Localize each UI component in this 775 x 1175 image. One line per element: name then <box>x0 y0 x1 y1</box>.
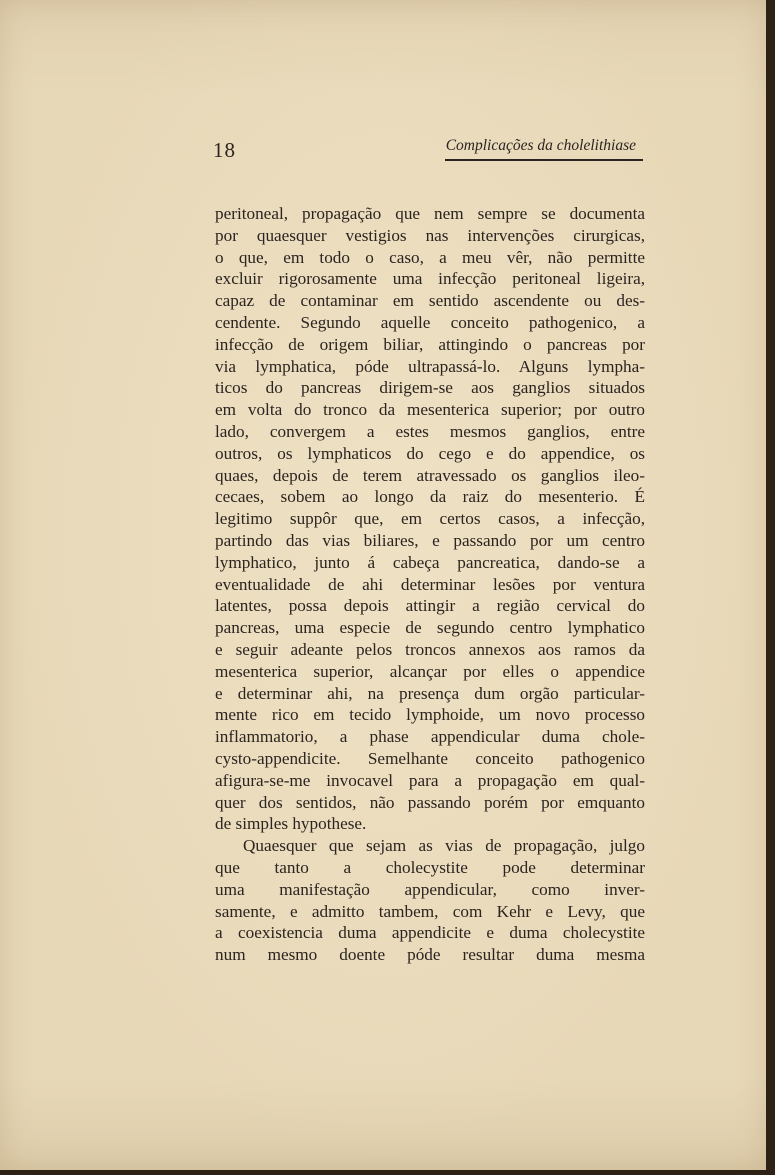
text-line: mente rico em tecido lymphoide, um novo processo <box>215 705 645 725</box>
running-title: Complicações da cholelithiase <box>445 137 636 154</box>
text-line: cendente. Segundo aquelle conceito pathogenico, a <box>215 312 645 332</box>
text-line: por quaesquer vestigios nas intervenções cirurgicas, <box>215 225 645 245</box>
text-line: num mesmo doente póde resultar duma mesma <box>215 945 645 965</box>
text-line: o que, em todo o caso, a meu vêr, não permitte <box>215 247 645 267</box>
text-line: mesenterica superior, alcançar por elles o appendice <box>215 661 645 681</box>
text-line: outros, os lymphaticos do cego e do appendice, os <box>215 443 645 463</box>
page-edge-shadow <box>766 0 775 1175</box>
text-line: inflammatorio, a phase appendicular duma chole- <box>215 727 645 747</box>
text-line: pancreas, uma especie de segundo centro lymphatico <box>215 618 645 638</box>
text-line: em volta do tronco da mesenterica superior; por outro <box>215 400 645 420</box>
text-line: Quaesquer que sejam as vias de propagação, julgo <box>243 836 645 856</box>
text-line: infecção de origem biliar, attingindo o pancreas por <box>215 334 645 354</box>
text-line: cecaes, sobem ao longo da raiz do mesenterio. É <box>215 487 645 507</box>
text-line: peritoneal, propagação que nem sempre se documenta <box>215 204 645 223</box>
text-line: ticos do pancreas dirigem-se aos ganglios situados <box>215 378 645 398</box>
text-line: latentes, possa depois attingir a região cervical do <box>215 596 645 616</box>
text-line: capaz de contaminar em sentido ascendente ou des- <box>215 291 645 311</box>
text-line: lado, convergem a estes mesmos ganglios, entre <box>215 421 645 441</box>
text-line: via lymphatica, póde ultrapassá-lo. Alguns lympha- <box>215 356 645 376</box>
text-line: afigura-se-me invocavel para a propagação em qual- <box>215 770 645 790</box>
text-line: cysto-appendicite. Semelhante conceito pathogenico <box>215 748 645 768</box>
text-line: lymphatico, junto á cabeça pancreatica, dando-se a <box>215 552 645 572</box>
text-line: de simples hypothese. <box>215 814 367 834</box>
text-line: excluir rigorosamente uma infecção peritoneal ligeira, <box>215 269 645 289</box>
text-line: uma manifestação appendicular, como inver- <box>215 879 645 899</box>
text-line: eventualidade de ahi determinar lesões por ventura <box>215 574 645 594</box>
text-line: a coexistencia duma appendicite e duma cholecystite <box>215 923 645 943</box>
text-line: samente, e admitto tambem, com Kehr e Levy, que <box>215 901 645 921</box>
text-line: quer dos sentidos, não passando porém por emquanto <box>215 792 645 812</box>
page-edge-shadow-bottom <box>0 1170 775 1175</box>
header-rule <box>445 159 643 161</box>
text-line: partindo das vias biliares, e passando por um centro <box>215 530 645 550</box>
text-line: e seguir adeante pelos troncos annexos aos ramos da <box>215 639 645 659</box>
text-line: quaes, depois de terem atravessado os ganglios ileo- <box>215 465 645 485</box>
paragraph-2 <box>215 835 645 966</box>
paragraph-1 <box>215 203 645 835</box>
text-line: e determinar ahi, na presença dum orgão particular- <box>215 683 645 703</box>
body-text <box>215 203 645 966</box>
text-line: legitimo suppôr que, em certos casos, a infecção, <box>215 509 645 529</box>
page-number: 18 <box>213 138 236 162</box>
text-line: que tanto a cholecystite pode determinar <box>215 857 645 877</box>
